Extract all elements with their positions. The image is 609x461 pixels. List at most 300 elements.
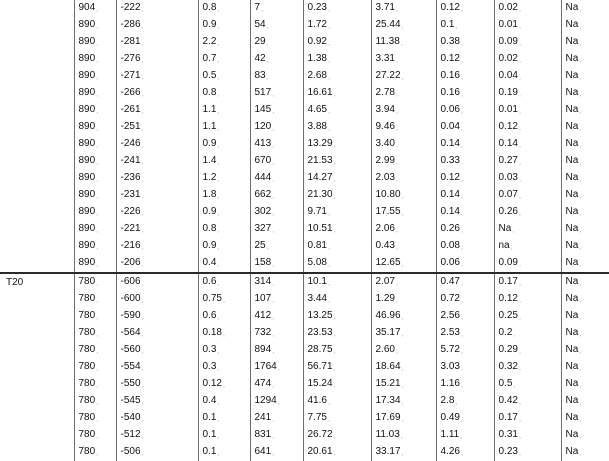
col-g-cell bbox=[436, 255, 494, 273]
col-b-cell bbox=[116, 238, 198, 255]
col-i-cell bbox=[561, 359, 609, 376]
cell-value: -590 bbox=[120, 310, 141, 321]
cell-value: 0.12 bbox=[498, 121, 518, 132]
cell-value: 890 bbox=[78, 121, 96, 132]
col-g-cell bbox=[436, 68, 494, 85]
cell-value: -222 bbox=[120, 2, 141, 13]
col-f-cell bbox=[371, 221, 436, 238]
cell-value: -236 bbox=[120, 172, 141, 183]
cell-value: 662 bbox=[254, 189, 272, 200]
cell-value: Na bbox=[565, 395, 579, 406]
col-b-cell bbox=[116, 342, 198, 359]
cell-end-mark-icon: ¸ bbox=[579, 226, 582, 233]
cell-end-mark-icon: ¸ bbox=[401, 398, 404, 405]
cell-end-mark-icon: ¸ bbox=[96, 158, 99, 165]
sample-label-cell bbox=[0, 308, 74, 325]
cell-value: 780 bbox=[78, 429, 96, 440]
cell-value: 314 bbox=[254, 276, 272, 287]
cell-value: 33.17 bbox=[375, 446, 401, 457]
sample-label-cell bbox=[0, 170, 74, 187]
cell-end-mark-icon: ¸ bbox=[518, 432, 522, 439]
cell-value: 0.47 bbox=[440, 276, 460, 287]
cell-value: 17.69 bbox=[375, 412, 401, 423]
cell-end-mark-icon: ¸ bbox=[272, 313, 275, 320]
col-b-cell bbox=[116, 255, 198, 273]
cell-end-mark-icon: ¸ bbox=[579, 296, 582, 303]
col-a-cell bbox=[74, 410, 116, 427]
col-g-cell bbox=[436, 0, 494, 17]
cell-value: Na bbox=[565, 189, 579, 200]
cell-value: 890 bbox=[78, 87, 96, 98]
sample-label-cell bbox=[0, 17, 74, 34]
cell-end-mark-icon: ¸ bbox=[217, 158, 220, 165]
cell-end-mark-icon: ¸ bbox=[96, 90, 99, 97]
col-b-cell bbox=[116, 102, 198, 119]
cell-value: 0.12 bbox=[202, 378, 222, 389]
col-h-cell bbox=[494, 410, 561, 427]
cell-end-mark-icon: ¸ bbox=[579, 432, 582, 439]
cell-value: 25.44 bbox=[375, 19, 401, 30]
cell-end-mark-icon: ¸ bbox=[96, 260, 99, 267]
cell-value: 1.11 bbox=[440, 429, 460, 440]
col-g-cell bbox=[436, 170, 494, 187]
col-e-cell bbox=[303, 68, 371, 85]
col-f-cell bbox=[371, 325, 436, 342]
col-i-cell bbox=[561, 102, 609, 119]
col-i-cell bbox=[561, 221, 609, 238]
cell-value: 0.07 bbox=[498, 189, 518, 200]
col-d-cell bbox=[250, 393, 303, 410]
cell-end-mark-icon: ¸ bbox=[141, 449, 144, 456]
cell-value: 5.08 bbox=[307, 257, 327, 268]
cell-value: 0.8 bbox=[202, 223, 217, 234]
col-b-cell bbox=[116, 187, 198, 204]
cell-value: 0.04 bbox=[498, 70, 518, 81]
cell-end-mark-icon: ¸ bbox=[518, 124, 522, 131]
cell-value: 12.65 bbox=[375, 257, 401, 268]
cell-value: 2.03 bbox=[375, 172, 395, 183]
cell-end-mark-icon: ¸ bbox=[518, 90, 522, 97]
col-d-cell bbox=[250, 0, 303, 17]
table-row bbox=[0, 359, 609, 376]
cell-value: -550 bbox=[120, 378, 141, 389]
cell-value: 641 bbox=[254, 446, 272, 457]
col-e-cell bbox=[303, 17, 371, 34]
col-a-cell bbox=[74, 85, 116, 102]
cell-value: 894 bbox=[254, 344, 272, 355]
cell-value: 1.1 bbox=[202, 104, 217, 115]
cell-value: 145 bbox=[254, 104, 272, 115]
col-g-cell bbox=[436, 342, 494, 359]
col-c-cell bbox=[198, 342, 250, 359]
cell-end-mark-icon: ¸ bbox=[217, 141, 220, 148]
table-row bbox=[0, 444, 609, 461]
cell-value: 0.12 bbox=[498, 293, 518, 304]
cell-end-mark-icon: ¸ bbox=[395, 243, 399, 250]
cell-end-mark-icon: ¸ bbox=[96, 415, 99, 422]
col-f-cell bbox=[371, 444, 436, 461]
col-c-cell bbox=[198, 393, 250, 410]
cell-end-mark-icon: ¸ bbox=[579, 141, 582, 148]
cell-end-mark-icon: ¸ bbox=[272, 209, 275, 216]
cell-end-mark-icon: ¸ bbox=[327, 260, 331, 267]
cell-end-mark-icon: ¸ bbox=[327, 56, 331, 63]
cell-end-mark-icon: ¸ bbox=[518, 209, 522, 216]
col-d-cell bbox=[250, 187, 303, 204]
cell-end-mark-icon: ¸ bbox=[272, 347, 275, 354]
col-g-cell bbox=[436, 410, 494, 427]
cell-value: 780 bbox=[78, 378, 96, 389]
sample-label-cell bbox=[0, 410, 74, 427]
cell-end-mark-icon: ¸ bbox=[96, 226, 99, 233]
cell-value: 890 bbox=[78, 257, 96, 268]
cell-value: 890 bbox=[78, 206, 96, 217]
cell-end-mark-icon: ¸ bbox=[401, 381, 404, 388]
cell-value: 15.21 bbox=[375, 378, 401, 389]
col-h-cell bbox=[494, 273, 561, 291]
cell-value: 0.92 bbox=[307, 36, 327, 47]
cell-value: Na bbox=[565, 138, 579, 149]
col-h-cell bbox=[494, 221, 561, 238]
cell-end-mark-icon: ¸ bbox=[395, 226, 399, 233]
cell-end-mark-icon: ¸ bbox=[327, 296, 331, 303]
cell-value: 890 bbox=[78, 138, 96, 149]
col-c-cell bbox=[198, 51, 250, 68]
cell-value: -226 bbox=[120, 206, 141, 217]
cell-value: 1.16 bbox=[440, 378, 460, 389]
col-b-cell bbox=[116, 153, 198, 170]
col-i-cell bbox=[561, 393, 609, 410]
col-c-cell bbox=[198, 291, 250, 308]
col-d-cell bbox=[250, 273, 303, 291]
cell-end-mark-icon: ¸ bbox=[395, 141, 399, 148]
col-g-cell bbox=[436, 221, 494, 238]
cell-end-mark-icon: ¸ bbox=[141, 73, 144, 80]
col-b-cell bbox=[116, 68, 198, 85]
col-a-cell bbox=[74, 51, 116, 68]
cell-value: 1.29 bbox=[375, 293, 395, 304]
col-c-cell bbox=[198, 410, 250, 427]
col-i-cell bbox=[561, 153, 609, 170]
cell-end-mark-icon: ¸ bbox=[460, 192, 464, 199]
cell-value: Na bbox=[565, 155, 579, 166]
col-i-cell bbox=[561, 119, 609, 136]
cell-value: 0.5 bbox=[498, 378, 513, 389]
col-h-cell bbox=[494, 51, 561, 68]
cell-value: Na bbox=[565, 310, 579, 321]
cell-end-mark-icon: ¸ bbox=[460, 73, 464, 80]
cell-value: -564 bbox=[120, 327, 141, 338]
cell-end-mark-icon: ¸ bbox=[272, 330, 275, 337]
cell-value: 0.17 bbox=[498, 412, 518, 423]
col-a-cell bbox=[74, 342, 116, 359]
table-row bbox=[0, 410, 609, 427]
cell-value: 890 bbox=[78, 53, 96, 64]
cell-end-mark-icon: ¸ bbox=[395, 175, 399, 182]
cell-end-mark-icon: ¸ bbox=[217, 209, 220, 216]
sample-label-cell bbox=[0, 359, 74, 376]
cell-value: 2.60 bbox=[375, 344, 395, 355]
col-i-cell bbox=[561, 325, 609, 342]
col-g-cell bbox=[436, 51, 494, 68]
cell-end-mark-icon: ¸ bbox=[141, 39, 144, 46]
cell-value: 0.14 bbox=[440, 206, 460, 217]
cell-end-mark-icon: ¸ bbox=[141, 124, 144, 131]
cell-end-mark-icon: ¸ bbox=[266, 73, 269, 80]
col-c-cell bbox=[198, 204, 250, 221]
cell-value: 890 bbox=[78, 172, 96, 183]
col-h-cell bbox=[494, 427, 561, 444]
cell-value: 1.8 bbox=[202, 189, 217, 200]
cell-end-mark-icon: ¸ bbox=[272, 226, 275, 233]
cell-value: 0.12 bbox=[440, 53, 460, 64]
col-e-cell bbox=[303, 119, 371, 136]
sample-label-cell bbox=[0, 238, 74, 255]
cell-end-mark-icon: ¸ bbox=[460, 5, 464, 12]
cell-value: 0.16 bbox=[440, 70, 460, 81]
cell-end-mark-icon: ¸ bbox=[141, 56, 144, 63]
cell-end-mark-icon: ¸ bbox=[96, 381, 99, 388]
col-e-cell bbox=[303, 221, 371, 238]
cell-end-mark-icon: ¸ bbox=[272, 158, 275, 165]
cell-end-mark-icon: ¸ bbox=[277, 364, 281, 371]
col-c-cell bbox=[198, 325, 250, 342]
cell-end-mark-icon: ¸ bbox=[460, 279, 464, 286]
cell-value: 302 bbox=[254, 206, 272, 217]
table-row bbox=[0, 119, 609, 136]
cell-value: 0.1 bbox=[202, 412, 217, 423]
cell-value: 2.2 bbox=[202, 36, 217, 47]
cell-value: 0.16 bbox=[440, 87, 460, 98]
cell-end-mark-icon: ¸ bbox=[217, 449, 220, 456]
cell-value: 3.88 bbox=[307, 121, 327, 132]
cell-end-mark-icon: ¸ bbox=[96, 73, 99, 80]
table-row bbox=[0, 308, 609, 325]
cell-end-mark-icon: ¸ bbox=[579, 73, 582, 80]
cell-value: 2.68 bbox=[307, 70, 327, 81]
col-g-cell bbox=[436, 119, 494, 136]
cell-end-mark-icon: ¸ bbox=[266, 56, 269, 63]
cell-value: 780 bbox=[78, 446, 96, 457]
col-f-cell bbox=[371, 51, 436, 68]
col-e-cell bbox=[303, 308, 371, 325]
col-g-cell bbox=[436, 238, 494, 255]
col-h-cell bbox=[494, 444, 561, 461]
col-d-cell bbox=[250, 342, 303, 359]
col-i-cell bbox=[561, 170, 609, 187]
col-d-cell bbox=[250, 136, 303, 153]
cell-end-mark-icon: ¸ bbox=[222, 330, 226, 337]
cell-value: 0.81 bbox=[307, 240, 327, 251]
cell-end-mark-icon: ¸ bbox=[217, 415, 220, 422]
col-e-cell bbox=[303, 410, 371, 427]
table-row bbox=[0, 376, 609, 393]
col-h-cell bbox=[494, 170, 561, 187]
cell-value: 904 bbox=[78, 2, 96, 13]
cell-end-mark-icon: ¸ bbox=[579, 243, 582, 250]
col-d-cell bbox=[250, 119, 303, 136]
cell-end-mark-icon: ¸ bbox=[333, 90, 336, 97]
col-e-cell bbox=[303, 444, 371, 461]
cell-end-mark-icon: ¸ bbox=[395, 158, 399, 165]
col-i-cell bbox=[561, 136, 609, 153]
col-g-cell bbox=[436, 393, 494, 410]
sample-label-cell bbox=[0, 255, 74, 273]
col-b-cell bbox=[116, 51, 198, 68]
cell-value: 3.94 bbox=[375, 104, 395, 115]
cell-end-mark-icon: ¸ bbox=[272, 449, 275, 456]
cell-value: 0.23 bbox=[498, 446, 518, 457]
cell-value: 3.44 bbox=[307, 293, 327, 304]
cell-value: 0.01 bbox=[498, 104, 518, 115]
cell-value: 9.46 bbox=[375, 121, 395, 132]
cell-value: 0.9 bbox=[202, 206, 217, 217]
cell-end-mark-icon: ¸ bbox=[333, 141, 336, 148]
cell-value: -216 bbox=[120, 240, 141, 251]
cell-value: 0.1 bbox=[202, 429, 217, 440]
col-a-cell bbox=[74, 136, 116, 153]
col-e-cell bbox=[303, 102, 371, 119]
cell-end-mark-icon: ¸ bbox=[96, 243, 99, 250]
col-a-cell bbox=[74, 255, 116, 273]
cell-end-mark-icon: ¸ bbox=[395, 107, 399, 114]
cell-value: Na bbox=[565, 223, 579, 234]
col-i-cell bbox=[561, 376, 609, 393]
col-c-cell bbox=[198, 119, 250, 136]
cell-end-mark-icon: ¸ bbox=[272, 432, 275, 439]
cell-value: 25 bbox=[254, 240, 266, 251]
col-g-cell bbox=[436, 359, 494, 376]
cell-end-mark-icon: ¸ bbox=[518, 141, 522, 148]
cell-end-mark-icon: ¸ bbox=[401, 364, 404, 371]
cell-end-mark-icon: ¸ bbox=[96, 175, 99, 182]
col-h-cell bbox=[494, 359, 561, 376]
cell-end-mark-icon: ¸ bbox=[217, 56, 220, 63]
sample-label-cell bbox=[0, 34, 74, 51]
cell-end-mark-icon: ¸ bbox=[333, 432, 336, 439]
col-c-cell bbox=[198, 153, 250, 170]
cell-value: 0.5 bbox=[202, 70, 217, 81]
cell-value: 0.09 bbox=[498, 257, 518, 268]
sample-label-cell bbox=[0, 153, 74, 170]
cell-end-mark-icon: ¸ bbox=[141, 398, 144, 405]
cell-end-mark-icon: ¸ bbox=[460, 364, 464, 371]
cell-value: 327 bbox=[254, 223, 272, 234]
col-g-cell bbox=[436, 187, 494, 204]
cell-end-mark-icon: ¸ bbox=[460, 313, 464, 320]
col-f-cell bbox=[371, 102, 436, 119]
cell-value: 1.2 bbox=[202, 172, 217, 183]
cell-value: 0.6 bbox=[202, 276, 217, 287]
cell-end-mark-icon: ¸ bbox=[217, 192, 220, 199]
col-a-cell bbox=[74, 359, 116, 376]
table-row bbox=[0, 102, 609, 119]
cell-end-mark-icon: ¸ bbox=[96, 432, 99, 439]
cell-end-mark-icon: ¸ bbox=[141, 192, 144, 199]
cell-value: Na bbox=[565, 104, 579, 115]
cell-end-mark-icon: ¸ bbox=[395, 90, 399, 97]
cell-value: 2.56 bbox=[440, 310, 460, 321]
cell-end-mark-icon: ¸ bbox=[141, 381, 144, 388]
cell-end-mark-icon: ¸ bbox=[333, 158, 336, 165]
cell-value: 3.31 bbox=[375, 53, 395, 64]
cell-value: -276 bbox=[120, 53, 141, 64]
cell-value: 2.99 bbox=[375, 155, 395, 166]
cell-end-mark-icon: ¸ bbox=[96, 5, 99, 12]
col-f-cell bbox=[371, 273, 436, 291]
cell-end-mark-icon: ¸ bbox=[272, 124, 275, 131]
cell-end-mark-icon: ¸ bbox=[327, 5, 331, 12]
col-b-cell bbox=[116, 17, 198, 34]
cell-end-mark-icon: ¸ bbox=[217, 5, 220, 12]
col-d-cell bbox=[250, 153, 303, 170]
sample-label-cell bbox=[0, 376, 74, 393]
cell-value: -512 bbox=[120, 429, 141, 440]
table-row bbox=[0, 273, 609, 291]
cell-end-mark-icon: ¸ bbox=[217, 432, 220, 439]
cell-end-mark-icon: ¸ bbox=[579, 347, 582, 354]
cell-value: Na bbox=[565, 70, 579, 81]
cell-value: 2.8 bbox=[440, 395, 455, 406]
cell-value: Na bbox=[565, 344, 579, 355]
cell-value: Na bbox=[565, 361, 579, 372]
cell-value: 3.40 bbox=[375, 138, 395, 149]
cell-end-mark-icon: ¸ bbox=[141, 313, 144, 320]
cell-end-mark-icon: ¸ bbox=[141, 158, 144, 165]
cell-end-mark-icon: ¸ bbox=[217, 22, 220, 29]
table-row bbox=[0, 342, 609, 359]
cell-value: 780 bbox=[78, 327, 96, 338]
cell-value: 0.9 bbox=[202, 240, 217, 251]
col-g-cell bbox=[436, 291, 494, 308]
col-c-cell bbox=[198, 17, 250, 34]
cell-value: 1.1 bbox=[202, 121, 217, 132]
cell-value: 2.53 bbox=[440, 327, 460, 338]
cell-end-mark-icon: ¸ bbox=[217, 279, 220, 286]
cell-end-mark-icon: ¸ bbox=[460, 330, 464, 337]
cell-value: 0.42 bbox=[498, 395, 518, 406]
cell-value: 890 bbox=[78, 240, 96, 251]
cell-value: 0.18 bbox=[202, 327, 222, 338]
cell-value: 17.34 bbox=[375, 395, 401, 406]
col-a-cell bbox=[74, 444, 116, 461]
cell-end-mark-icon: ¸ bbox=[518, 5, 522, 12]
cell-end-mark-icon: ¸ bbox=[96, 296, 99, 303]
cell-end-mark-icon: ¸ bbox=[579, 364, 582, 371]
cell-value: 13.29 bbox=[307, 138, 333, 149]
cell-end-mark-icon: ¸ bbox=[141, 226, 144, 233]
cell-value: 3.03 bbox=[440, 361, 460, 372]
col-h-cell bbox=[494, 325, 561, 342]
col-h-cell bbox=[494, 102, 561, 119]
cell-value: 0.06 bbox=[440, 104, 460, 115]
col-c-cell bbox=[198, 0, 250, 17]
cell-value: Na bbox=[565, 412, 579, 423]
cell-value: 56.71 bbox=[307, 361, 333, 372]
cell-value: Na bbox=[565, 172, 579, 183]
cell-end-mark-icon: ¸ bbox=[327, 398, 331, 405]
col-a-cell bbox=[74, 119, 116, 136]
col-i-cell bbox=[561, 17, 609, 34]
cell-value: 10.1 bbox=[307, 276, 327, 287]
cell-value: Na bbox=[565, 276, 579, 287]
cell-value: 780 bbox=[78, 361, 96, 372]
col-g-cell bbox=[436, 376, 494, 393]
table-row bbox=[0, 255, 609, 273]
cell-end-mark-icon: ¸ bbox=[460, 432, 463, 439]
table-row bbox=[0, 136, 609, 153]
col-e-cell bbox=[303, 255, 371, 273]
